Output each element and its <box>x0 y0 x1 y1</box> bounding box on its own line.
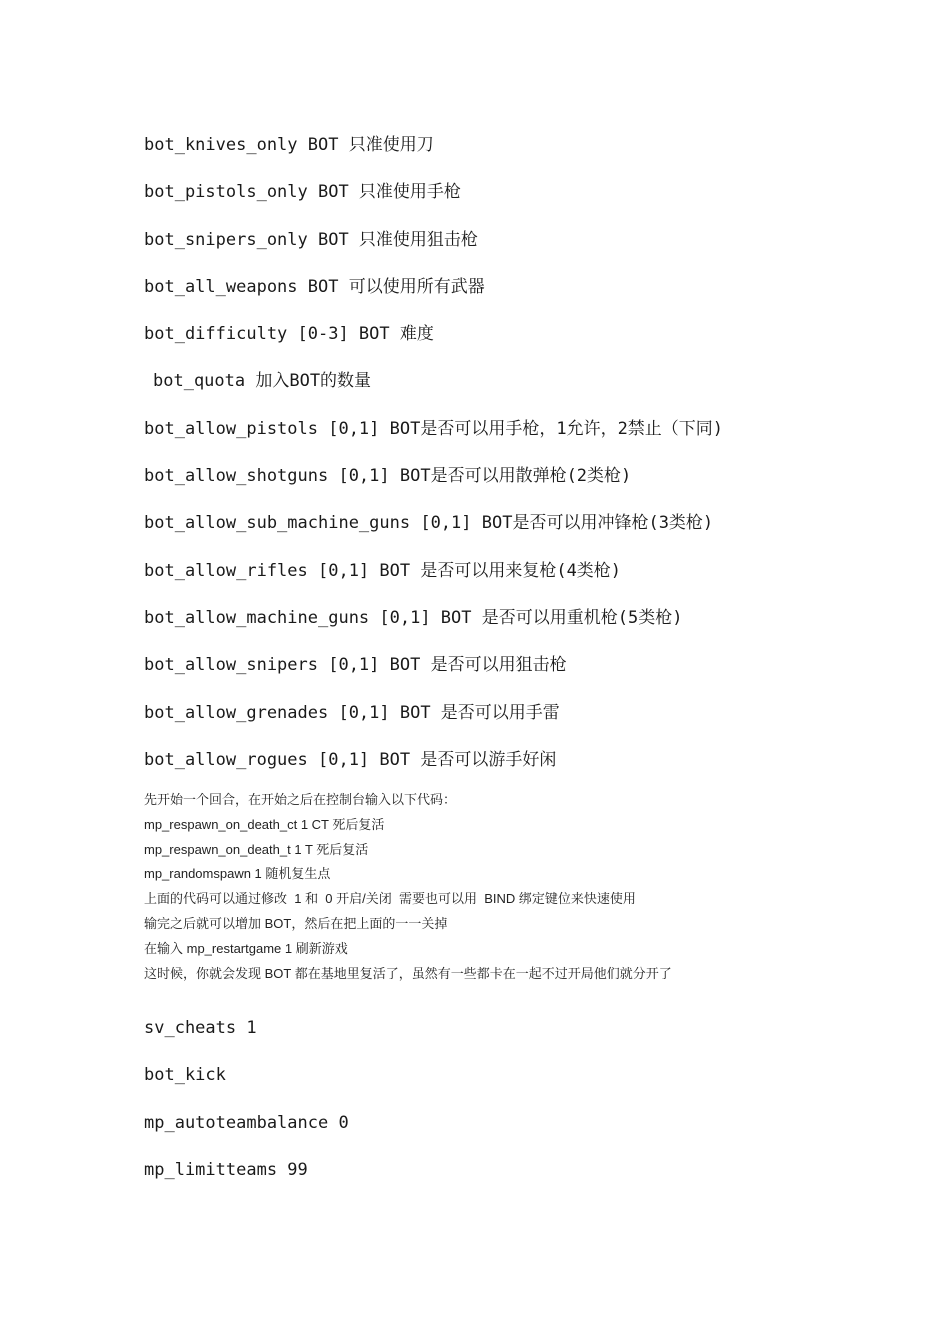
command-line: bot_allow_sub_machine_guns [0,1] BOT是否可以用冲锋枪(3类枪) <box>144 513 714 534</box>
command-line: bot_knives_only BOT 只准使用刀 <box>144 135 434 155</box>
console-command-list <box>144 1005 904 1194</box>
note-line: 在输入 mp_restartgame 1 刷新游戏 <box>144 940 348 956</box>
command-line: sv_cheats 1 <box>144 1018 257 1038</box>
bot-command-list <box>144 122 904 784</box>
command-line: mp_limitteams 99 <box>144 1159 308 1180</box>
note-line: mp_respawn_on_death_ct 1 CT 死后复活 <box>144 816 385 832</box>
command-line: bot_allow_grenades [0,1] BOT 是否可以用手雷 <box>144 702 560 723</box>
note-line: 这时候，你就会发现 BOT 都在基地里复活了，虽然有一些都卡在一起不过开局他们就分开了 <box>144 965 672 981</box>
command-line: bot_allow_snipers [0,1] BOT 是否可以用狙击枪 <box>144 655 567 676</box>
command-line: bot_allow_rifles [0,1] BOT 是否可以用来复枪(4类枪) <box>144 560 622 581</box>
command-line: bot_allow_shotguns [0,1] BOT是否可以用散弹枪(2类枪) <box>144 466 632 487</box>
command-line: bot_pistols_only BOT 只准使用手枪 <box>144 182 461 203</box>
command-line: mp_autoteambalance 0 <box>144 1112 349 1133</box>
note-line: mp_respawn_on_death_t 1 T 死后复活 <box>144 841 369 857</box>
command-line: bot_all_weapons BOT 可以使用所有武器 <box>144 276 485 297</box>
command-line: bot_kick <box>144 1065 226 1086</box>
command-line: bot_allow_pistols [0,1] BOT是否可以用手枪，1允许，2禁止（下同) <box>144 418 724 439</box>
command-line: bot_allow_rogues [0,1] BOT 是否可以游手好闲 <box>144 749 557 770</box>
command-line: bot_quota 加入BOT的数量 <box>153 371 372 392</box>
note-line: 上面的代码可以通过修改 1 和 0 开启/关闭 需要也可以用 BIND 绑定键位来快速使用 <box>144 891 636 907</box>
command-line: bot_difficulty [0-3] BOT 难度 <box>144 324 434 345</box>
note-line: 输完之后就可以增加 BOT，然后在把上面的一一关掉 <box>144 915 448 931</box>
note-line: 先开始一个回合，在开始之后在控制台输入以下代码： <box>144 792 457 807</box>
note-line: mp_randomspawn 1 随机复生点 <box>144 866 331 882</box>
command-line: bot_snipers_only BOT 只准使用狙击枪 <box>144 229 478 250</box>
instruction-notes <box>144 788 904 986</box>
command-line: bot_allow_machine_guns [0,1] BOT 是否可以用重机枪(5类枪) <box>144 607 683 628</box>
